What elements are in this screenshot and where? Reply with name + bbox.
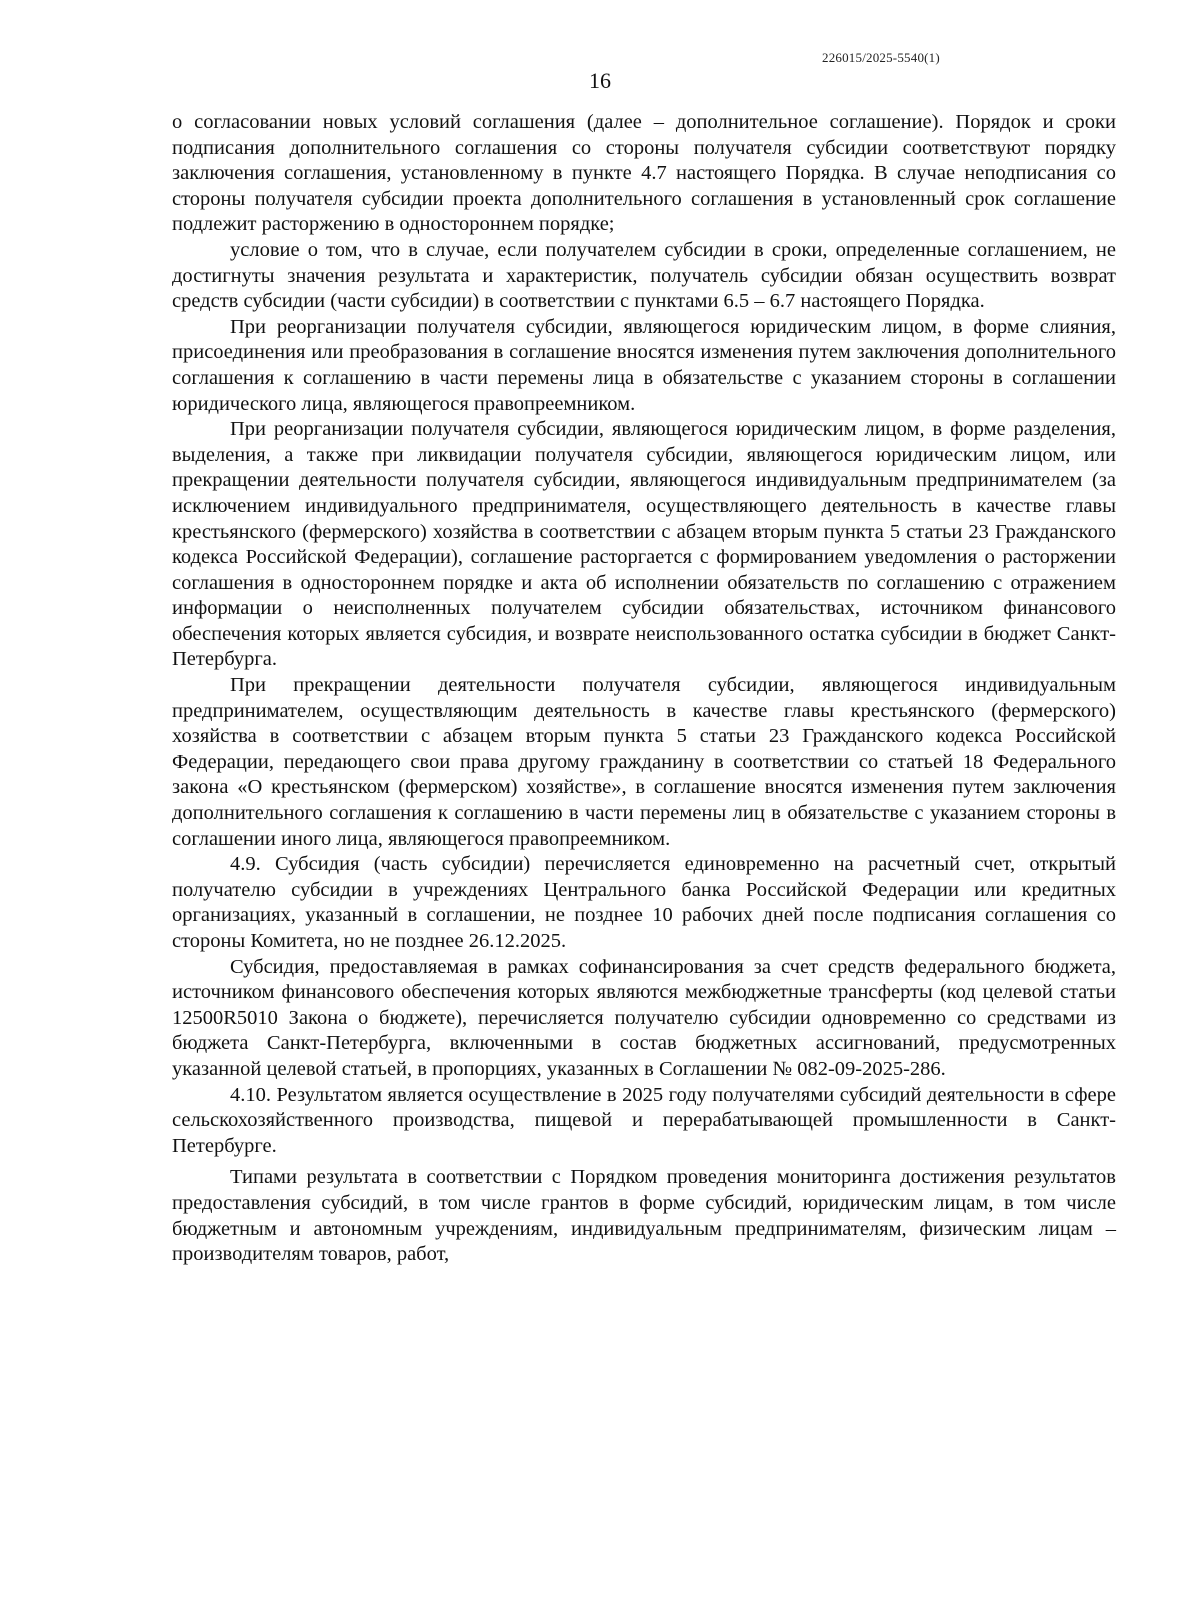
paragraph-reorganization-division: При реорганизации получателя субсидии, являющегося юридическим лицом, в форме разделения, выделения, а также при ликвидации получателя субсидии, являющегося юридическим лицом, или прекращении деятельности получателя субсидии, являющегося индивидуальным предпринимателем (за исключением индивидуального предпринимателя, осуществляющего деятельность в качестве главы крестьянского (фермерского) хозяйства в соответствии с абзацем вторым пункта 5 статьи 23 Гражданского кодекса Российской Федерации), соглашение расторгается с формированием уведомления о расторжении соглашения в одностороннем порядке и акта об исполнении обязательств по соглашению с отражением информации о неисполненных получателем субсидии обязательствах, источником финансового обеспечения которых является субсидия, и возврате неиспользованного остатка субсидии в бюджет Санкт-Петербурга. — [172, 418, 1116, 671]
document-registration-number: 226015/2025-5540(1) — [822, 50, 940, 65]
paragraph-refund-condition: условие о том, что в случае, если получателем субсидии в сроки, определенные соглашением, не достигнуты значения результата и характеристик, получатель субсидии обязан осуществить возврат средств субсидии (части субсидии) в соответствии с пунктами 6.5 – 6.7 настоящего Порядка. — [172, 238, 1116, 313]
paragraph-4-9-transfer: 4.9. Субсидия (часть субсидии) перечисляется единовременно на расчетный счет, открытый получателю субсидии в учреждениях Центрального банка Российской Федерации или кредитных организациях, указанный в соглашении, не позднее 10 рабочих дней после подписания соглашения со стороны Комитета, но не позднее 26.12.2025. — [172, 853, 1116, 952]
paragraph-result-types: Типами результата в соответствии с Порядком проведения мониторинга достижения результатов предоставления субсидий, в том числе грантов в форме субсидий, юридическим лицам, в том числе бюджетным и автономным учреждениям, индивидуальным предпринимателям, физическим лицам – производителям товаров, работ, — [172, 1166, 1116, 1266]
paragraph-agreement-terms: о согласовании новых условий соглашения (далее – дополнительное соглашение). Порядок и сроки подписания дополнительного соглашения со стороны получателя субсидии соответствуют порядку заключения соглашения, установленному в пункте 4.7 настоящего Порядка. В случае неподписания со стороны получателя субсидии проекта дополнительного соглашения в установленный срок соглашение подлежит расторжению в одностороннем порядке; — [172, 111, 1116, 236]
paragraph-reorganization-merger: При реорганизации получателя субсидии, являющегося юридическим лицом, в форме слияния, присоединения или преобразования в соглашение вносятся изменения путем заключения дополнительного соглашения к соглашению в части перемены лица в обязательстве с указанием стороны в соглашении юридического лица, являющегося правопреемником. — [172, 315, 1116, 415]
paragraph-farm-termination: При прекращении деятельности получателя субсидии, являющегося индивидуальным предпринимателем, осуществляющим деятельность в качестве главы крестьянского (фермерского) хозяйства в соответствии с абзацем вторым пункта 5 статьи 23 Гражданского кодекса Российской Федерации, передающего свои права другому гражданину в соответствии со статьей 18 Федерального закона «О крестьянском (фермерском) хозяйстве», в соглашение вносятся изменения путем заключения дополнительного соглашения к соглашению в части перемены лиц в обязательстве с указанием стороны в соглашении иного лица, являющегося правопреемником. — [172, 674, 1116, 850]
paragraph-4-10-result: 4.10. Результатом является осуществление в 2025 году получателями субсидий деятельности в сфере сельскохозяйственного производства, пищевой и перерабатывающей промышленности в Санкт-Петербурге. — [172, 1083, 1116, 1157]
paragraph-cofinancing: Субсидия, предоставляемая в рамках софинансирования за счет средств федерального бюджета, источником финансового обеспечения которых являются межбюджетные трансферты (код целевой статьи 12500R5010 Закона о бюджете), перечисляется получателю субсидии одновременно со средствами из бюджета Санкт-Петербурга, включенными в состав бюджетных ассигнований, предусмотренных указанной целевой статьей, в пропорциях, указанных в Соглашении № 082-09-2025-286. — [172, 955, 1116, 1080]
document-body — [172, 110, 1116, 1268]
page-number: 16 — [589, 68, 611, 93]
